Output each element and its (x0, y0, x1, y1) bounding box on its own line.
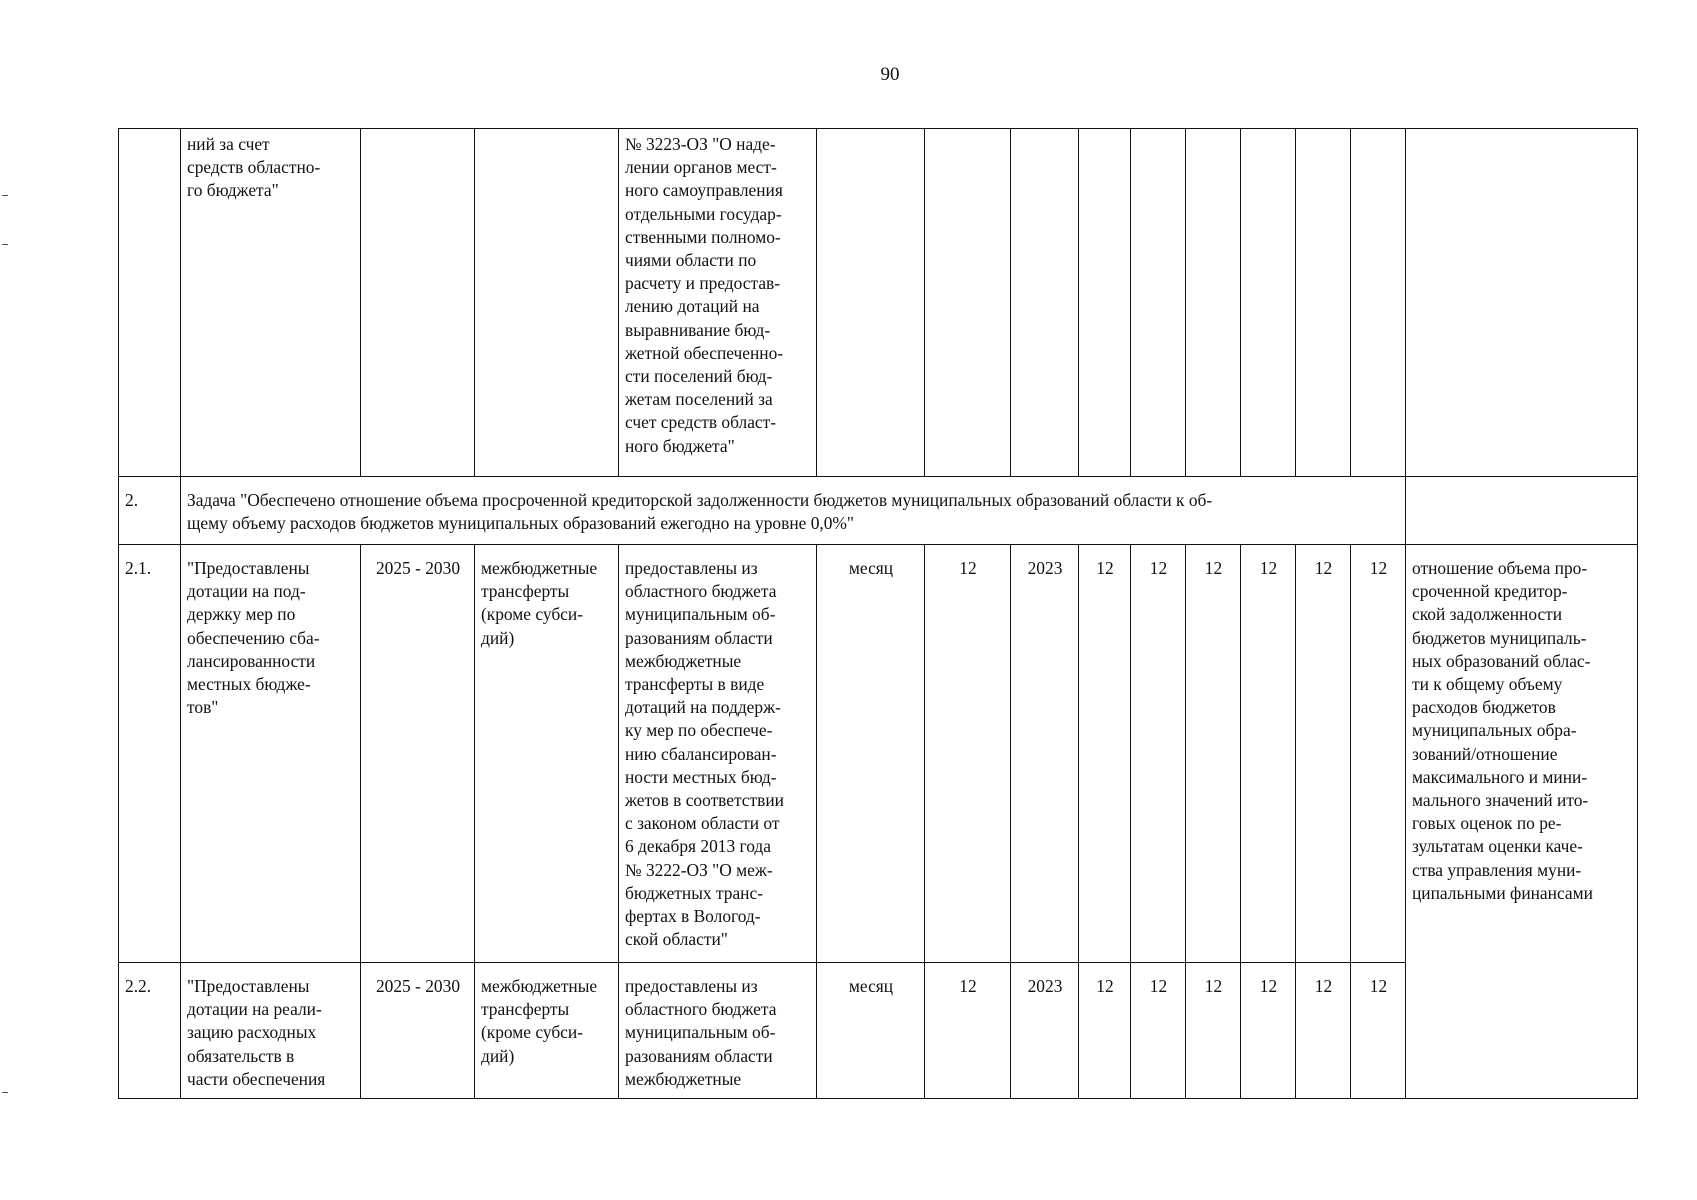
year-value-cell: 12 (1186, 963, 1241, 1099)
description-cell: № 3223-ОЗ "О наде- лении органов мест- ного самоуправления отдельными государ- ственными полномо- чиями области по расчету и предостав- лению дотаций на выравнивание бюд- жетной обеспеченно- сти поселений бюд- жетам поселений за счет средств област- ного бюджета" (619, 129, 817, 477)
year-value-cell: 12 (1351, 545, 1406, 963)
year-value-cell: 12 (1351, 963, 1406, 1099)
indicator-cell (1406, 477, 1638, 545)
year-value-cell: 12 (1296, 545, 1351, 963)
year-value-cell (1351, 129, 1406, 477)
margin-mark (2, 195, 8, 196)
year-value-cell (1079, 129, 1131, 477)
unit-cell: месяц (817, 545, 925, 963)
row-number-cell: 2.2. (119, 963, 181, 1099)
table-row (119, 545, 1638, 963)
year-value-cell: 12 (1131, 963, 1186, 1099)
base-year-cell: 2023 (1011, 963, 1079, 1099)
margin-mark (2, 1092, 8, 1093)
budget-measures-table (118, 128, 1638, 1099)
year-value-cell: 12 (1079, 963, 1131, 1099)
year-value-cell (1131, 129, 1186, 477)
table-row (119, 129, 1638, 477)
year-value-cell: 12 (1296, 963, 1351, 1099)
period-cell: 2025 - 2030 (361, 545, 475, 963)
year-value-cell: 12 (1079, 545, 1131, 963)
measure-name-cell: ний за счет средств областно- го бюджета" (181, 129, 361, 477)
indicator-cell: отношение объема про- сроченной кредитор- ской задолженности бюджетов муниципаль- ных образований облас- ти к общему объему расходов бюджетов муниципальных обра- зований/отношение максимального и мини- мального значений ито- говых оценок по ре- зультатам оценки каче- ства управления муни- ципальными финансами (1406, 545, 1638, 1099)
row-number-cell: 2.1. (119, 545, 181, 963)
period-cell: 2025 - 2030 (361, 963, 475, 1099)
year-value-cell: 12 (1186, 545, 1241, 963)
base-year-cell (1011, 129, 1079, 477)
row-number-cell: 2. (119, 477, 181, 545)
base-value-cell (925, 129, 1011, 477)
unit-cell (817, 129, 925, 477)
year-value-cell (1296, 129, 1351, 477)
margin-mark (2, 244, 8, 245)
task-row (119, 477, 1638, 545)
unit-cell: месяц (817, 963, 925, 1099)
base-year-cell: 2023 (1011, 545, 1079, 963)
task-text-cell: Задача "Обеспечено отношение объема просроченной кредиторской задолженности бюджетов муниципальных образований области к об- щему объему расходов бюджетов муниципальных образований ежегодно на уровне 0,0%" (181, 477, 1406, 545)
measure-name-cell: "Предоставлены дотации на реали- зацию расходных обязательств в части обеспечения (181, 963, 361, 1099)
measure-name-cell: "Предоставлены дотации на под- держку мер по обеспечению сба- лансированности местных бюдже- тов" (181, 545, 361, 963)
year-value-cell (1241, 129, 1296, 477)
description-cell: предоставлены из областного бюджета муниципальным об- разованиям области межбюджетные трансферты в виде дотаций на поддерж- ку мер по обеспече- нию сбалансирован- ности местных бюд- жетов в соответствии с законом области от 6 декабря 2013 года № 3222-ОЗ "О меж- бюджетных транс- фертах в Вологод- ской области" (619, 545, 817, 963)
base-value-cell: 12 (925, 545, 1011, 963)
year-value-cell: 12 (1241, 545, 1296, 963)
year-value-cell: 12 (1241, 963, 1296, 1099)
type-cell (475, 129, 619, 477)
type-cell: межбюджетные трансферты (кроме субси- дий) (475, 963, 619, 1099)
row-number-cell (119, 129, 181, 477)
page-number: 90 (880, 64, 900, 85)
indicator-cell (1406, 129, 1638, 477)
year-value-cell (1186, 129, 1241, 477)
description-cell: предоставлены из областного бюджета муниципальным об- разованиям области межбюджетные (619, 963, 817, 1099)
period-cell (361, 129, 475, 477)
type-cell: межбюджетные трансферты (кроме субси- дий) (475, 545, 619, 963)
year-value-cell: 12 (1131, 545, 1186, 963)
base-value-cell: 12 (925, 963, 1011, 1099)
